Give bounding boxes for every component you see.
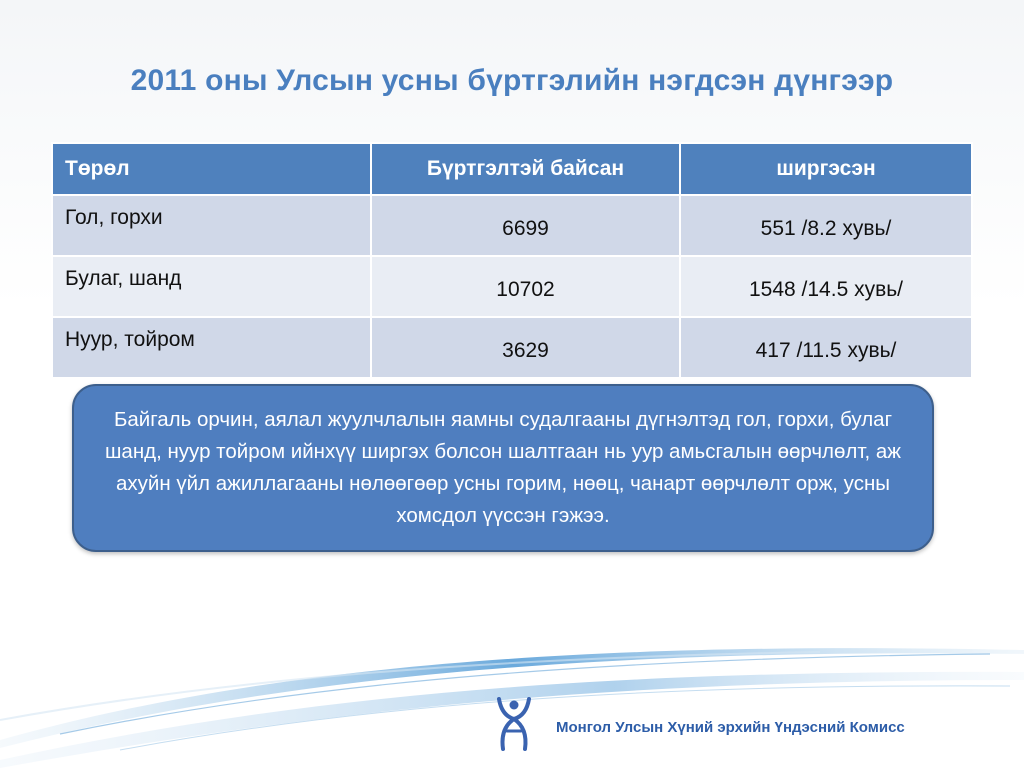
cell-dried: 1548 /14.5 хувь/ bbox=[680, 256, 972, 317]
cell-type: Нуур, тойром bbox=[52, 317, 371, 378]
cell-dried: 551 /8.2 хувь/ bbox=[680, 195, 972, 256]
table-row bbox=[52, 317, 972, 378]
note-callout-box bbox=[72, 384, 934, 552]
human-rights-commission-logo-icon bbox=[493, 697, 535, 753]
footer-organization-name: Монгол Улсын Хүний эрхийн Үндэсний Комисс bbox=[556, 719, 905, 736]
cell-type: Булаг, шанд bbox=[52, 256, 371, 317]
cell-dried: 417 /11.5 хувь/ bbox=[680, 317, 972, 378]
note-text: Байгаль орчин, аялал жуулчлалын яамны судалгааны дүгнэлтэд гол, горхи, булаг шанд, нуур тойром ийнхүү ширгэх болсон шалтгаан нь уур амьсгалын өөрчлөлт, аж ахуйн үйл ажиллагааны нөлөөгөөр усны горим, нөөц, чанарт өөрчлөлт орж, усны хомсдол үүссэн гэжээ. bbox=[104, 408, 902, 527]
table-header-row bbox=[52, 143, 972, 195]
column-header-dried: ширгэсэн bbox=[680, 143, 972, 195]
cell-registered: 3629 bbox=[371, 317, 680, 378]
table-row bbox=[52, 256, 972, 317]
column-header-registered: Бүртгэлтэй байсан bbox=[371, 143, 680, 195]
table-row bbox=[52, 195, 972, 256]
column-header-type: Төрөл bbox=[52, 143, 371, 195]
water-registry-table bbox=[51, 142, 973, 379]
cell-registered: 6699 bbox=[371, 195, 680, 256]
page-title: 2011 оны Улсын усны бүртгэлийн нэгдсэн дүнгээр bbox=[130, 64, 894, 97]
cell-type: Гол, горхи bbox=[52, 195, 371, 256]
cell-registered: 10702 bbox=[371, 256, 680, 317]
